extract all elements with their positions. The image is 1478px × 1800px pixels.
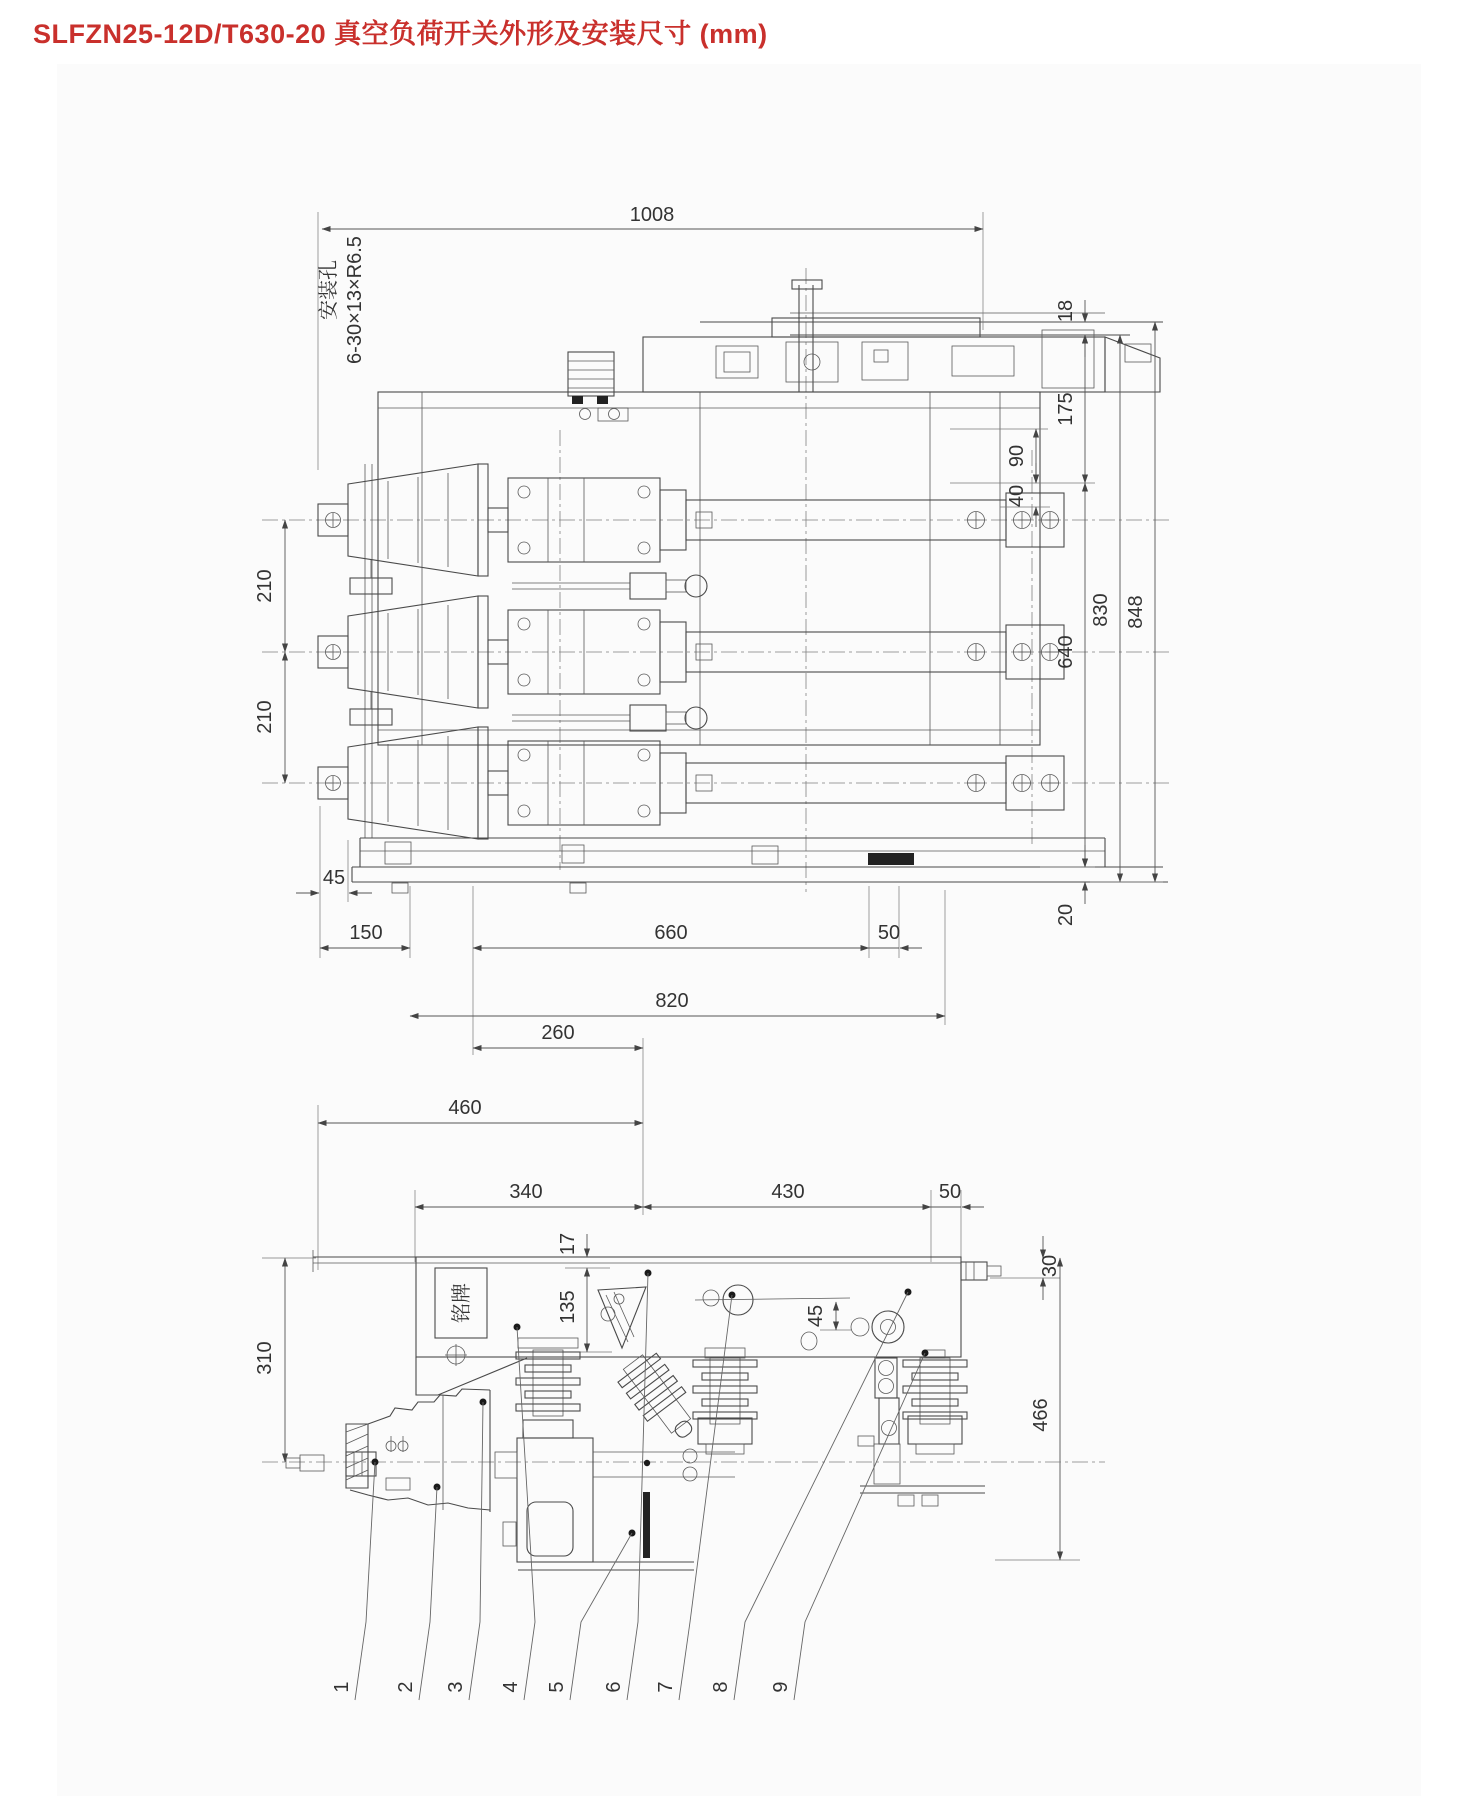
svg-text:460: 460	[448, 1097, 482, 1119]
svg-text:30: 30	[1039, 1254, 1061, 1278]
svg-text:90: 90	[1006, 444, 1028, 468]
callout-numbers	[331, 1681, 792, 1692]
svg-text:40: 40	[1006, 484, 1028, 508]
position-indicator-bar	[643, 1492, 650, 1558]
callout-1: 1	[331, 1681, 353, 1693]
svg-text:210: 210	[254, 569, 276, 603]
svg-text:820: 820	[655, 990, 689, 1012]
nameplate-label: 铭牌	[451, 1283, 473, 1323]
svg-text:20: 20	[1055, 903, 1077, 927]
svg-text:310: 310	[254, 1341, 276, 1375]
svg-text:340: 340	[509, 1181, 543, 1203]
svg-text:50: 50	[938, 1181, 962, 1203]
callout-4: 4	[500, 1681, 522, 1693]
svg-text:17: 17	[557, 1232, 579, 1256]
svg-text:660: 660	[654, 922, 688, 944]
page-title: SLFZN25-12D/T630-20 真空负荷开关外形及安装尺寸 (mm)	[33, 19, 768, 49]
mounting-note-line2: 6-30×13×R6.5	[344, 236, 366, 364]
svg-text:150: 150	[349, 922, 383, 944]
svg-text:18: 18	[1055, 299, 1077, 323]
svg-text:848: 848	[1125, 595, 1147, 629]
svg-text:50: 50	[877, 922, 901, 944]
svg-text:430: 430	[771, 1181, 805, 1203]
callout-9: 9	[770, 1681, 792, 1693]
callout-6: 6	[603, 1681, 625, 1693]
svg-text:210: 210	[254, 700, 276, 734]
callout-5: 5	[546, 1681, 568, 1693]
svg-text:1008: 1008	[629, 204, 675, 226]
svg-text:830: 830	[1090, 593, 1112, 627]
svg-text:175: 175	[1055, 392, 1077, 426]
mounting-note-line1: 安装孔	[318, 260, 340, 320]
callout-7: 7	[655, 1681, 677, 1693]
drawing-panel	[57, 64, 1421, 1796]
svg-text:45: 45	[805, 1304, 827, 1328]
svg-text:45: 45	[322, 867, 346, 889]
callout-3: 3	[445, 1681, 467, 1693]
svg-text:135: 135	[557, 1290, 579, 1324]
svg-text:640: 640	[1055, 635, 1077, 669]
callout-2: 2	[395, 1681, 417, 1693]
svg-text:260: 260	[541, 1022, 575, 1044]
svg-text:466: 466	[1030, 1398, 1052, 1432]
callout-8: 8	[710, 1681, 732, 1693]
